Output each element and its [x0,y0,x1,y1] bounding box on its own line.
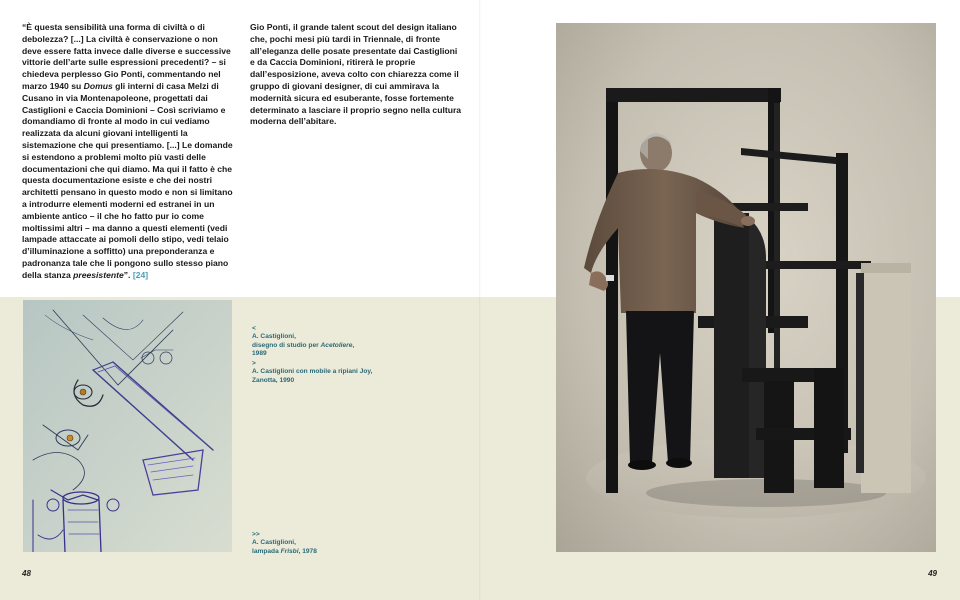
magazine-title: Domus [83,80,113,91]
footnote-reference[interactable]: [24] [132,269,149,280]
body-text-part: gli interni di casa Melzi di Cusano in via Montenapoleone, progettati dai Castiglioni e Caccia Dominioni – Così scriviamo e domandiamo di fronte al modo in cui vediamo realizzata da alcuni giovani intelligenti la sistemazione che qui presentiamo. [...] Le domande si estendono a problemi molto più vasti delle documentazioni che qui diamo. Ma qui il fatto è che questa documentazione esiste e che dei nostri architetti pensano in questo modo e non si limitano a introdurre elementi moderni ed estranei in un ambiente antico – il che ho fatto pur io come moltissimi altri – ma danno a questi elementi (vedi lampade attaccate ai pomoli dello stipo, vedi telaio d’illuminazione a soffitto) una preponderanza e padronanza tale che li pongono sullo stesso piano della stanza [22,80,233,280]
photo-joy-shelving [556,23,936,552]
caption-author: A. Castiglioni, [252,333,296,341]
caption-frisbi [252,531,432,556]
emphasis-word: preesistente [73,269,124,280]
caption-arrow: >> [252,531,260,538]
caption-description: disegno di studio per [252,341,321,349]
caption-acetoliere [252,325,432,359]
caption-arrow: > [252,360,256,367]
page-number-right: 49 [928,569,937,578]
caption-year: 1989 [252,350,267,358]
body-text-column-1 [22,22,236,282]
caption-arrow: < [252,325,256,332]
book-spine-shadow [479,0,481,600]
body-text-column-2: Gio Ponti, il grande talent scout del design italiano che, pochi mesi più tardi in Triennale, di fronte all’eleganza delle posate presentate dai Castiglioni e da Caccia Dominioni, ritirerà le proprie dall’esposizione, aveva colto con chiarezza come il gruppo di giovani designer, di cui ammirava la modernità sicura ed esuberante, fosse fortemente determinato a lasciare il proprio segno nella cultura moderna dell’abitare. [250,22,462,127]
caption-italic-title: Frisbi [280,547,299,555]
caption-maker: Zanotta, 1990 [252,376,295,384]
caption-joy [252,360,432,385]
page-number-left: 48 [22,569,31,578]
caption-author: A. Castiglioni, [252,539,296,547]
caption-text: , [352,341,355,349]
caption-text: , 1978 [298,547,317,555]
body-text-part: “È questa sensibilità una forma di civiltà o di debolezza? [...] La civiltà è conservazione o non deve essere fatta invece dalle diverse e successive vittorie dell’arte sulle espressioni precedenti? – si chiedeva perplesso Gio Ponti, commentando nel marzo 1940 su [22,22,231,91]
caption-description: A. Castiglioni con mobile a ripiani Joy, [252,368,373,376]
caption-italic-title: Acetoliere [320,341,353,349]
sketch-drawing-acetoliere [23,300,232,552]
body-text-part: ”. [123,269,131,280]
caption-description: lampada [252,547,281,555]
